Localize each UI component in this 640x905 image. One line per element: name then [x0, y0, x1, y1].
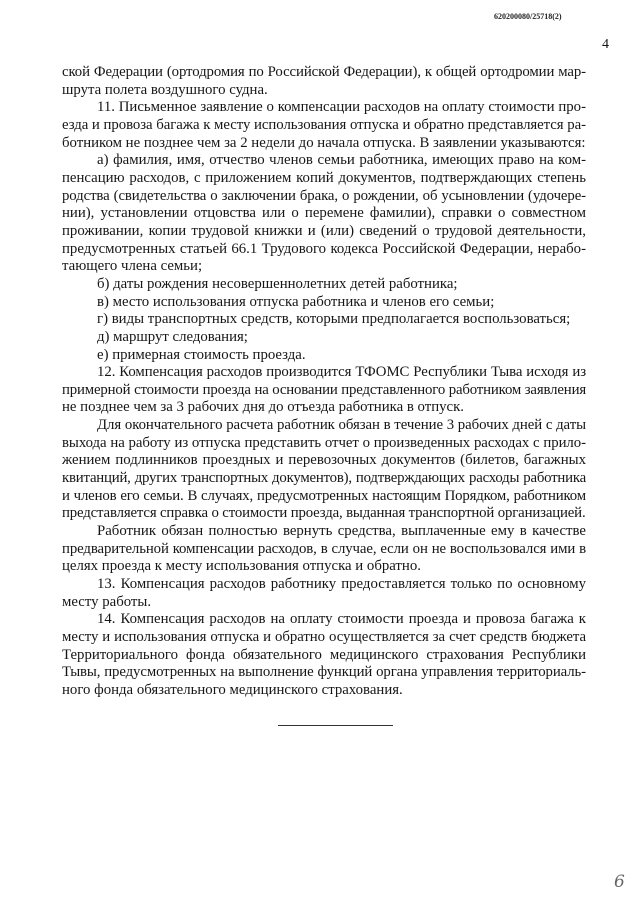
document-body [62, 64, 586, 700]
text-line: жением подлинников проездных и перевозочных документов (билетов, багажных [62, 452, 586, 469]
text-line: предварительной компенсации расходов, в случае, если он не воспользовался ими в [62, 540, 586, 557]
text-line: месту и использования отпуска и обратно осуществляется за счет средств бюджета [62, 629, 586, 645]
text-line: родства (свидетельства о заключении брака, о рождении, об усыновлении (удочере- [62, 187, 586, 204]
text-line: квитанций, других транспортных документов), подтверждающих расходы работника [62, 470, 586, 487]
end-of-text-rule [278, 725, 393, 726]
list-item-g [62, 311, 586, 329]
text-line: предусмотренных статьей 66.1 Трудового кодекса Российской Федерации, нерабо- [62, 240, 586, 257]
text-line: в) место использования отпуска работника и членов его семьи; [97, 293, 495, 310]
text-line: не позднее чем за 3 рабочих дня до отъезда работника в отпуск. [62, 399, 464, 416]
paragraph-14 [62, 611, 586, 699]
list-item-e [62, 347, 586, 365]
text-line: и членов его семьи. В случаях, предусмотренных настоящим Порядком, работником [62, 487, 586, 504]
text-line: примерной стоимости проезда на основании представленного работником заявления [62, 381, 586, 398]
paragraph-refund [62, 523, 586, 576]
text-line: проживании, копии трудовой книжки и (или) сведений о трудовой деятельности, [62, 222, 586, 239]
text-line: 14. Компенсация расходов на оплату стоимости проезда и провоза багажа к [97, 611, 586, 628]
paragraph-continuation [62, 64, 586, 99]
text-line: тающего члена семьи; [62, 258, 203, 275]
text-line: б) даты рождения несовершеннолетних детей работника; [97, 275, 458, 292]
paragraph-13 [62, 576, 586, 611]
paragraph-final-settlement [62, 417, 586, 523]
text-line: езда и провоза багажа к месту использования отпуска и обратно представляется ра- [62, 116, 586, 133]
paragraph-11 [62, 99, 586, 152]
text-line: нии), установлении отцовства или о перемене фамилии), справки о совместном [62, 205, 586, 222]
text-line: Работник обязан полностью вернуть средства, выплаченные ему в качестве [97, 523, 586, 540]
text-line: Тывы, предусмотренных на выполнение функций органа управления территориаль- [62, 664, 586, 681]
text-line: шрута полета воздушного судна. [62, 81, 268, 98]
text-line: представляется справка о стоимости проезда, выданная транспортной организацией. [62, 505, 586, 522]
list-item-d [62, 329, 586, 347]
text-line: ской Федерации (ортодромия по Российской Федерации), к общей ортодромии мар- [62, 64, 586, 80]
text-line: выхода на работу из отпуска представить отчет о произведенных расходах с прило- [62, 434, 586, 451]
text-line: д) маршрут следования; [97, 328, 248, 345]
list-item-a [62, 152, 586, 276]
handwritten-sheet-number: 6 [614, 872, 625, 892]
text-line: месту работы. [62, 593, 152, 610]
paragraph-12 [62, 364, 586, 417]
list-item-b [62, 276, 586, 294]
list-item-v [62, 294, 586, 312]
text-line: Территориального фонда обязательного медицинского страхования Республики [62, 646, 586, 663]
document-id: 620200080/25718(2) [494, 12, 562, 21]
text-line: ботником не позднее чем за 2 недели до начала отпуска. В заявлении указываются: [62, 134, 586, 151]
text-line: пенсацию расходов, с приложением копий документов, подтверждающих степень [62, 169, 586, 186]
text-line: е) примерная стоимость проезда. [97, 346, 306, 363]
text-line: целях проезда к месту использования отпуска и обратно. [62, 558, 421, 575]
text-line: Для окончательного расчета работник обязан в течение 3 рабочих дней с даты [97, 417, 586, 434]
text-line: 11. Письменное заявление о компенсации расходов на оплату стоимости про- [97, 99, 586, 116]
text-line: а) фамилия, имя, отчество членов семьи работника, имеющих право на ком- [97, 152, 586, 169]
text-line: 13. Компенсация расходов работнику предоставляется только по основному [97, 576, 586, 593]
text-line: ного фонда обязательного медицинского страхования. [62, 681, 403, 698]
page-number: 4 [602, 37, 609, 52]
text-line: 12. Компенсация расходов производится ТФОМС Республики Тыва исходя из [97, 364, 586, 381]
text-line: г) виды транспортных средств, которыми предполагается воспользоваться; [97, 311, 571, 328]
